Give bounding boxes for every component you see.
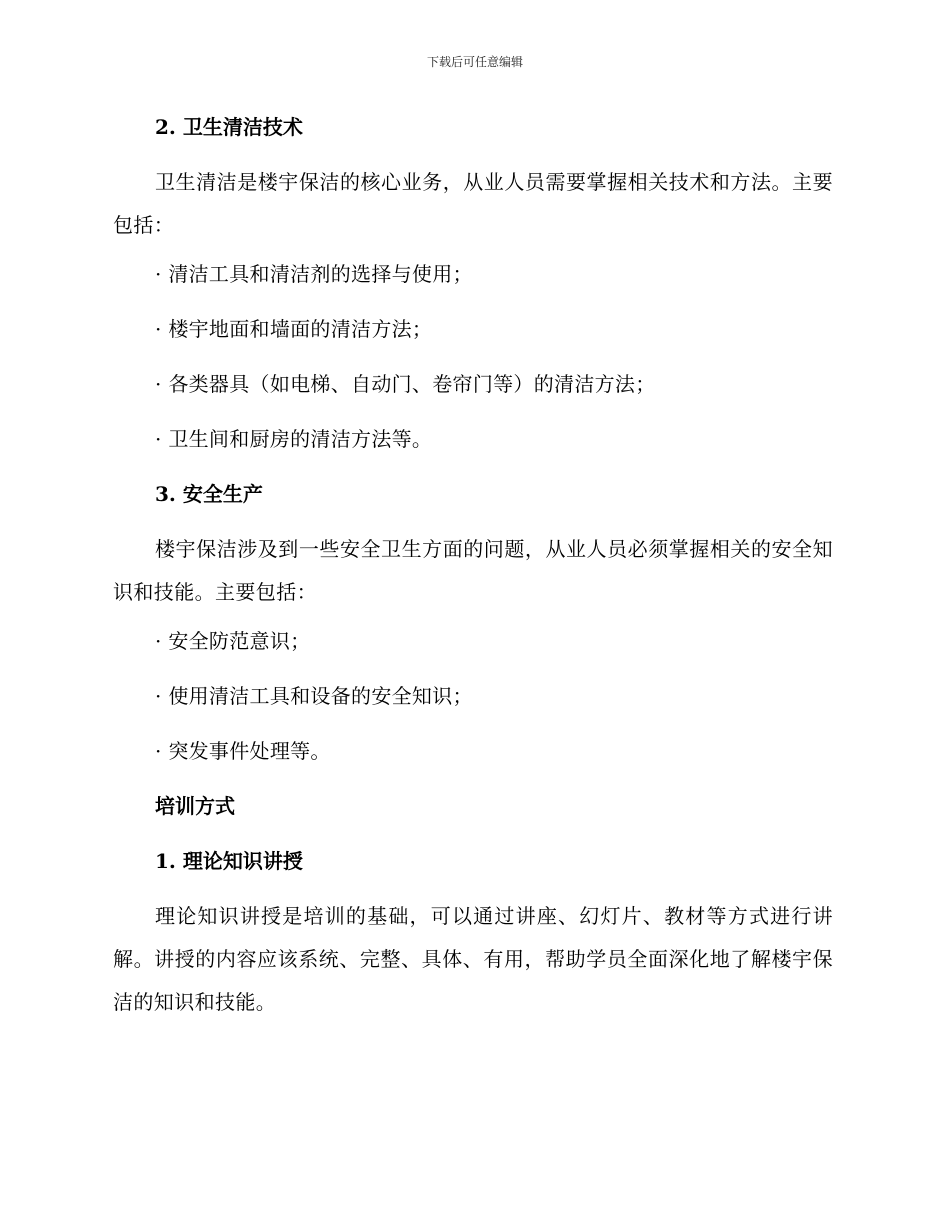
page-header: 下载后可任意编辑: [426, 55, 523, 69]
paragraph-theory-body: 理论知识讲授是培训的基础，可以通过讲座、幻灯片、教材等方式进行讲解。讲授的内容应该系统、完整、具体、有用，帮助学员全面深化地了解楼宇保洁的知识和技能。: [113, 904, 833, 1014]
section-heading-safety: 3. 安全生产: [155, 482, 263, 506]
list-item: · 楼宇地面和墙面的清洁方法；: [155, 317, 433, 341]
section-heading-theory: 1. 理论知识讲授: [155, 849, 303, 873]
list-item: · 卫生间和厨房的清洁方法等。: [155, 427, 433, 451]
list-item: · 清洁工具和清洁剂的选择与使用；: [155, 262, 473, 286]
document-body: [113, 112, 833, 1036]
paragraph-hygiene-intro: 卫生清洁是楼宇保洁的核心业务，从业人员需要掌握相关技术和方法。主要包括：: [113, 170, 833, 237]
section-heading-methods: 培训方式: [155, 794, 235, 818]
list-item: · 安全防范意识；: [155, 629, 311, 653]
paragraph-safety-intro: 楼宇保洁涉及到一些安全卫生方面的问题，从业人员必须掌握相关的安全知识和技能。主要包括：: [113, 537, 833, 604]
list-item: · 使用清洁工具和设备的安全知识；: [155, 684, 473, 708]
list-item: · 突发事件处理等。: [155, 739, 331, 763]
section-heading-hygiene: 2. 卫生清洁技术: [155, 115, 303, 139]
list-item: · 各类器具（如电梯、自动门、卷帘门等）的清洁方法；: [155, 372, 656, 396]
